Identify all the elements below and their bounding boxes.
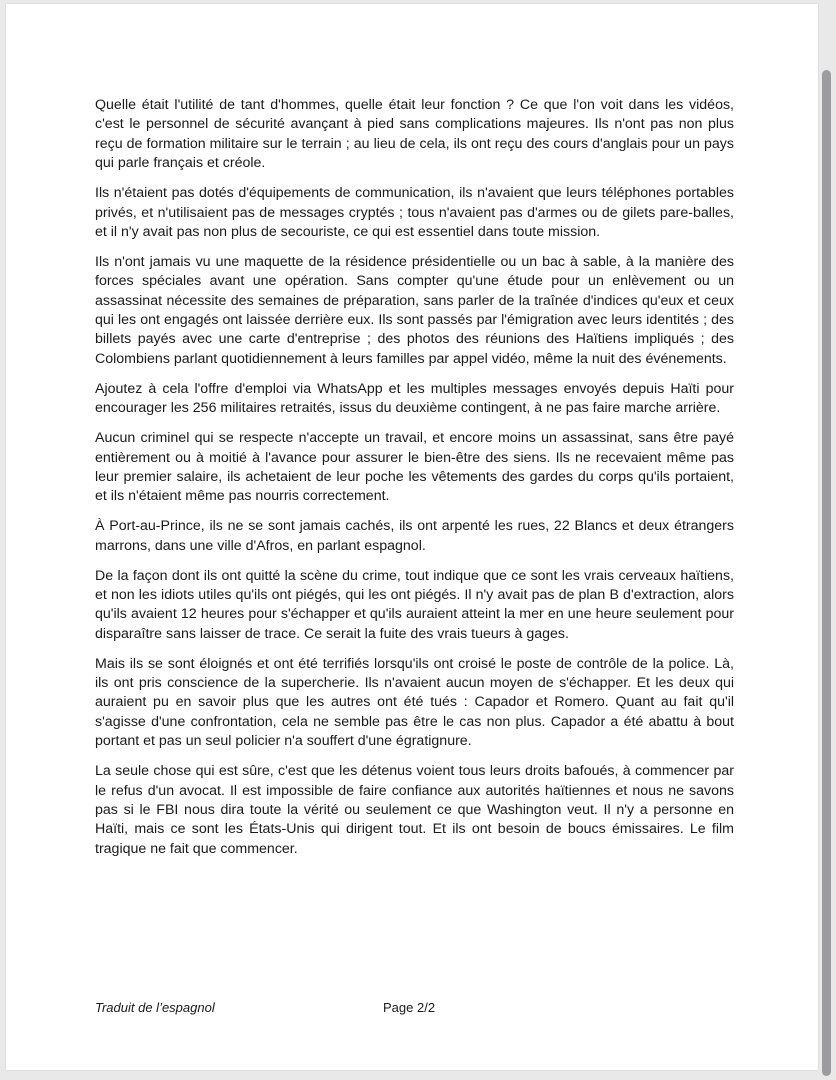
page-number: Page 2/2 (383, 1000, 436, 1015)
paragraph-6: À Port-au-Prince, ils ne se sont jamais cachés, ils ont arpenté les rues, 22 Blancs et deux étrangers marrons, dans une ville d'Afros, en parlant espagnol. (95, 518, 734, 554)
scrollbar-thumb[interactable] (822, 70, 831, 1076)
paragraph-9: La seule chose qui est sûre, c'est que les détenus voient tous leurs droits bafoués, à commencer par le refus d'un avocat. Il est impossible de faire confiance aux autorités haïtiennes et nous ne savons pas si le FBI nous dira toute la vérité ou seulement ce que Washington veut. Il n'y a personne en Haïti, mais ce sont les États-Unis qui dirigent tout. Et ils ont besoin de boucs émissaires. Le film tragique ne fait que commencer. (95, 763, 734, 857)
translation-note: Traduit de l’espagnol (95, 1000, 215, 1015)
paragraph-4: Ajoutez à cela l'offre d'emploi via WhatsApp et les multiples messages envoyés depuis Haïti pour encourager les 256 militaires retraités, issus du deuxième contingent, à ne pas faire marche arrière. (95, 380, 734, 417)
paragraph-8: Mais ils se sont éloignés et ont été terrifiés lorsqu'ils ont croisé le poste de contrôle de la police. Là, ils ont pris conscience de la supercherie. Ils n'avaient aucun moyen de s'échapper. Et les deux qui auraient pu en savoir plus que les autres ont été tués : Capador et Romero. Quant au fait qu'il s'agisse d'une confrontation, cela ne semble pas être le cas non plus. Capador a été abattu à bout portant et pas un seul policier n'a souffert d'une égratignure. (95, 655, 734, 750)
document-body (95, 96, 734, 870)
paragraph-7: De la façon dont ils ont quitté la scène du crime, tout indique que ce sont les vrais cerveaux haïtiens, et non les idiots utiles qu'ils ont piégés, qui les ont piégés. Il n'y avait pas de plan B d'extraction, alors qu'ils avaient 12 heures pour s'échapper et qu'ils auraient atteint la mer en une heure seulement pour disparaître sans laisser de trace. Ce serait la fuite des vrais tueurs à gages. (95, 567, 734, 642)
paragraph-2: Ils n'étaient pas dotés d'équipements de communication, ils n'avaient que leurs téléphones portables privés, et n'utilisaient pas de messages cryptés ; tous n'avaient pas d'armes ou de gilets pare-balles, et il n'y avait pas non plus de secouriste, ce qui est essentiel dans toute mission. (95, 185, 734, 240)
paragraph-5: Aucun criminel qui se respecte n'accepte un travail, et encore moins un assassinat, sans être payé entièrement ou à moitié à l'avance pour assurer le bien-être des siens. Ils ne recevaient même pas leur premier salaire, ils achetaient de leur poche les vêtements des gardes du corps qu'ils portaient, et ils n'étaient même pas nourris correctement. (95, 430, 734, 505)
paragraph-3: Ils n'ont jamais vu une maquette de la résidence présidentielle ou un bac à sable, à la manière des forces spéciales avant une opération. Sans compter qu'une étude pour un enlèvement ou un assassinat nécessite des semaines de préparation, sans parler de la traînée d'indices qu'eux et ceux qui les ont engagés ont laissée derrière eux. Ils sont passés par l'émigration avec leurs identités ; des billets payés avec une carte d'entreprise ; des photos des réunions des Haïtiens impliqués ; des Colombiens parlant quotidiennement à leurs familles par appel vidéo, même la nuit des événements. (95, 253, 734, 367)
paragraph-1: Quelle était l'utilité de tant d'hommes, quelle était leur fonction ? Ce que l'on voit dans les vidéos, c'est le personnel de sécurité avançant à pied sans complications majeures. Ils n'ont pas non plus reçu de formation militaire sur le terrain ; au lieu de cela, ils ont reçu des cours d'anglais pour un pays qui parle français et créole. (95, 97, 734, 172)
